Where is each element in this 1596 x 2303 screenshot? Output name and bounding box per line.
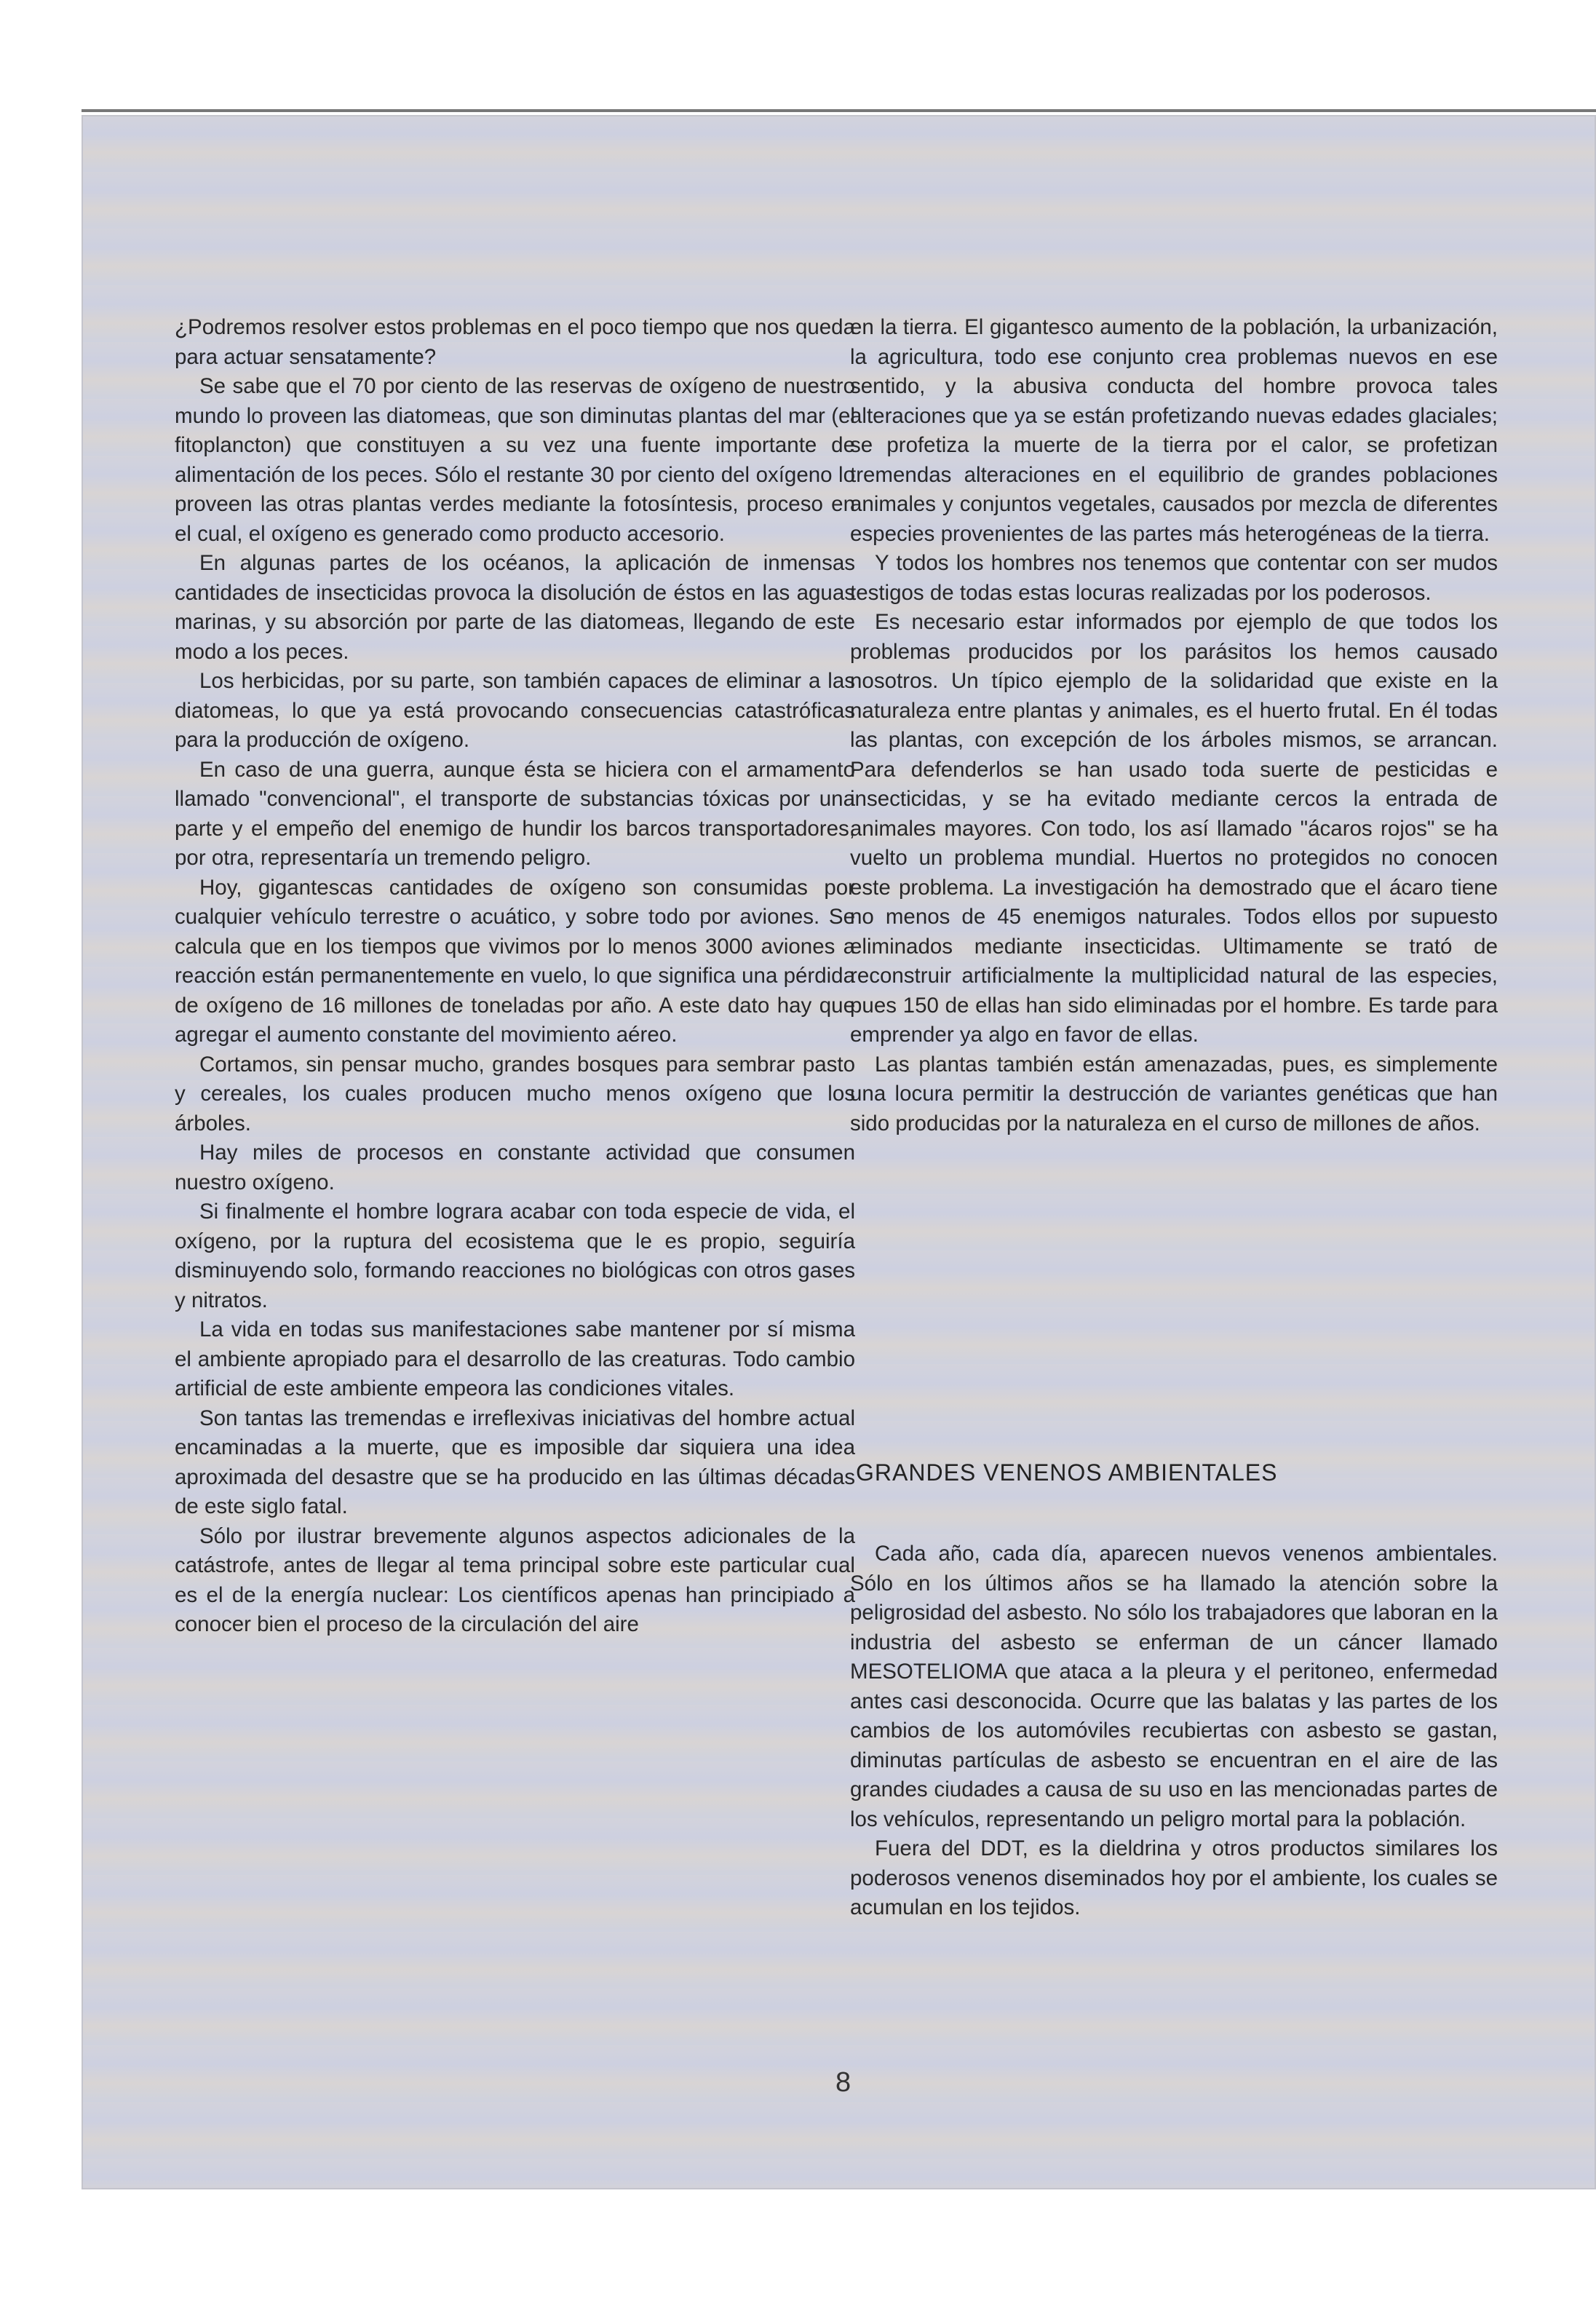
paragraph: Es necesario estar informados por ejemplo de que todos los problemas producidos por los parásitos los hemos causado nosotros. Un típico ejemplo de la solidaridad que existe en la naturaleza entre plantas y animales, es el huerto frutal. En él todas las plantas, con excepción de los árboles mismos, se arrancan. Para defenderlos se han usado toda suerte de pesticidas e insecticidas, y se ha evitado mediante cercos la entrada de animales mayores. Con todo, los así llamado "ácaros rojos" se ha vuelto un problema mundial. Huertos no protegidos no conocen este problema. La investigación ha demostrado que el ácaro tiene no menos de 45 enemigos naturales. Todos ellos por supuesto eliminados mediante insecticidas. Ultimamente se trató de reconstruir artificialmente la multiplicidad natural de las especies, pues 150 de ellas han sido eliminadas por el hombre. Es tarde para emprender ya algo en favor de ellas. [850, 610, 1498, 1047]
left-column [175, 313, 855, 1640]
paragraph: Hoy, gigantescas cantidades de oxígeno son consumidas por cualquier vehículo terrestre o acuático, y sobre todo por aviones. Se calcula que en los tiempos que vivimos por lo menos 3000 aviones a reacción están permanentemente en vuelo, lo que significa una pérdida de oxígeno de 16 millones de toneladas por año. A este dato hay que agregar el aumento constante del movimiento aéreo. [175, 875, 855, 1047]
paragraph: En algunas partes de los océanos, la aplicación de inmensas cantidades de insecticidas provoca la disolución de éstos en las aguas marinas, y su absorción por parte de las diatomeas, llegando de este modo a los peces. [175, 551, 855, 664]
paragraph: Cortamos, sin pensar mucho, grandes bosques para sembrar pasto y cereales, los cuales producen mucho menos oxígeno que los árboles. [175, 1052, 855, 1135]
paragraph: La vida en todas sus manifestaciones sabe mantener por sí misma el ambiente apropiado para el desarrollo de las creaturas. Todo cambio artificial de este ambiente empeora las condiciones vitales. [175, 1317, 855, 1400]
paragraph: Cada año, cada día, aparecen nuevos venenos ambientales. Sólo en los últimos años se ha llamado la atención sobre la peligrosidad del asbesto. No sólo los trabajadores que laboran en la industria del asbesto se enferman de un cáncer llamado MESOTELIOMA que ataca a la pleura y el peritoneo, enfermedad antes casi desconocida. Ocurre que las balatas y las partes de los cambios de los automóviles recubiertas con asbesto se gastan, diminutas partículas de asbesto se encuentran en el aire de las grandes ciudades a causa de su uso en las mencionadas partes de los vehículos, representando un peligro mortal para la población. [850, 1542, 1498, 1831]
paragraph: Las plantas también están amenazadas, pues, es simplemente una locura permitir la destrucción de variantes genéticas que han sido producidas por la naturaleza en el curso de millones de años. [850, 1052, 1498, 1135]
right-column [850, 313, 1498, 1138]
paragraph: en la tierra. El gigantesco aumento de la población, la urbanización, la agricultura, todo ese conjunto crea problemas nuevos en ese sentido, y la abusiva conducta del hombre provoca tales alteraciones que ya se están profetizando nuevas edades glaciales; se profetiza la muerte de la tierra por el calor, se profetizan tremendas alteraciones en el equilibrio de grandes poblaciones animales y conjuntos vegetales, causados por mezcla de diferentes especies provenientes de las partes más heterogéneas de la tierra. [850, 315, 1498, 546]
paragraph: En caso de una guerra, aunque ésta se hiciera con el armamento llamado "convencional", el transporte de substancias tóxicas por una parte y el empeño del enemigo de hundir los barcos transportadores, por otra, representaría un tremendo peligro. [175, 757, 855, 870]
page-number: 8 [835, 2067, 851, 2098]
paragraph: Si finalmente el hombre lograra acabar con toda especie de vida, el oxígeno, por la ruptura del ecosistema que le es propio, seguiría disminuyendo solo, formando reacciones no biológicas con otros gases y nitratos. [175, 1200, 855, 1312]
paragraph: Fuera del DDT, es la dieldrina y otros productos similares los poderosos venenos diseminados hoy por el ambiente, los cuales se acumulan en los tejidos. [850, 1836, 1498, 1919]
paragraph: Hay miles de procesos en constante actividad que consumen nuestro oxígeno. [175, 1141, 855, 1194]
page-top-edge [82, 109, 1596, 112]
paragraph: ¿Podremos resolver estos problemas en el poco tiempo que nos queda para actuar sensatamente? [175, 315, 855, 369]
paragraph: Los herbicidas, por su parte, son también capaces de eliminar a las diatomeas, lo que ya está provocando consecuencias catastróficas para la producción de oxígeno. [175, 669, 855, 752]
paragraph: Sólo por ilustrar brevemente algunos aspectos adicionales de la catástrofe, antes de llegar al tema principal sobre este particular cual es el de la energía nuclear: Los científicos apenas han principiado a conocer bien el proceso de la circulación del aire [175, 1523, 855, 1636]
paragraph: Se sabe que el 70 por ciento de las reservas de oxígeno de nuestro mundo lo proveen las diatomeas, que son diminutas plantas del mar (el fitoplancton) que constituyen a su vez una fuente importante de alimentación de los peces. Sólo el restante 30 por ciento del oxígeno lo proveen las otras plantas verdes mediante la fotosíntesis, proceso en el cual, el oxígeno es generado como producto accesorio. [175, 374, 855, 546]
section-heading: GRANDES VENENOS AMBIENTALES [856, 1459, 1278, 1486]
paragraph: Y todos los hombres nos tenemos que contentar con ser mudos testigos de todas estas locuras realizadas por los poderosos. [850, 551, 1498, 605]
paragraph: Son tantas las tremendas e irreflexivas iniciativas del hombre actual encaminadas a la muerte, que es imposible dar siquiera una idea aproximada del desastre que se ha producido en las últimas décadas de este siglo fatal. [175, 1406, 855, 1518]
right-column-section [850, 1539, 1498, 1923]
